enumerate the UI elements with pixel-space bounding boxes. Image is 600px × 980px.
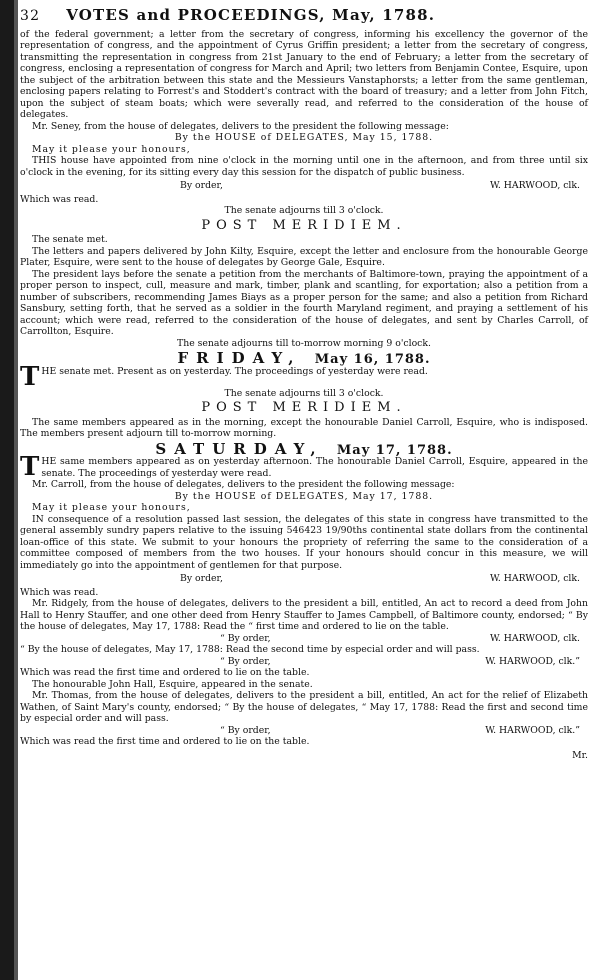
clerk-signature: W. HARWOOD, clk. <box>489 180 580 191</box>
section-heading: POST MERIDIEM. <box>201 217 407 233</box>
message-salutation: May it please your honours, <box>32 502 191 513</box>
document-page <box>20 6 588 761</box>
signature-line <box>20 573 588 585</box>
paragraph: of the federal government; a letter from the secretary of congress, informing his excellency the governor of the representation of congress, and the appointment of Cyrus Griffin president; a letter from the secretary of congress, transmitting the representation in congress from 21st January to the end of February; a letter from the secretary of congress, enclosing a representation of congress for March and April; two letters from Benjamin Contee, Esquire, upon the subject of the arbitration between this state and the Messieurs Vanstaphorsts; a letter from the same gentleman, enclosing papers relating to Forrest's and Stoddert's contract with the board of treasury; and a letter from John Fitch, upon the subject of steam boats; which were severally read, and referred to the consideration of the house of delegates. <box>20 28 588 120</box>
paragraph: The president lays before the senate a petition from the merchants of Baltimore-town, praying the appointment of a proper person to inspect, cull, measure and mark, timber, plank and scantling, for exportation; also a petition from a number of subscribers, recommending James Biays as a proper person for the same; and also a petition from Richard Sansbury, setting forth, that he served as a soldier in the fourth Maryland regiment, and praying a settlement of his account; which were read, referred to the consideration of the house of delegates, and sent by Charles Carroll, of Carrollton, Esquire. <box>20 268 588 337</box>
signature-line <box>20 180 588 192</box>
paragraph: Which was read. <box>20 193 99 205</box>
by-order-text: “ By order, <box>220 632 271 644</box>
page-number: 32 <box>20 8 41 24</box>
message-heading: By the HOUSE of DELEGATES, May 15, 1788. <box>174 132 434 143</box>
day-name: FRIDAY, <box>177 349 302 367</box>
day-date: May 16, 1788. <box>314 352 431 367</box>
paragraph <box>20 361 588 392</box>
by-order-text: By order, <box>180 573 223 584</box>
paragraph: The senate met. <box>32 234 108 245</box>
message-body: THIS house have appointed from nine o'clock in the morning until one in the afternoon, and from three until six o'clock in the evening, for its sitting every day this session for the dispatch of public business. <box>20 155 588 178</box>
paragraph: The letters and papers delivered by John Kilty, Esquire, except the letter and enclosure from the honourable George Plater, Esquire, were sent to the house of delegates by George Gale, Esquire. <box>20 245 588 268</box>
signature-line <box>20 725 588 737</box>
paragraph: Mr. Thomas, from the house of delegates, delivers to the president a bill, entitled, An act for the relief of Elizabeth Wathen, of Saint Mary's county, endorsed; “ By the house of delegates, “ May 17, 1788: Read the first and second time by especial order and will pass. <box>20 690 588 724</box>
day-name: SATURDAY, <box>155 439 324 458</box>
book-spine-shadow <box>0 0 14 980</box>
paragraph: Mr. Carroll, from the house of delegates, delivers to the president the following message: <box>32 479 455 490</box>
paragraph: Which was read the first time and ordered to lie on the table. <box>20 667 310 678</box>
paragraph: The same members appeared as in the morning, except the honourable Daniel Carroll, Esquire, who is indisposed. The members present adjourn till to-morrow morning. <box>20 416 588 439</box>
page-title: VOTES and PROCEEDINGS, May, 1788. <box>66 6 436 24</box>
adjournment-note: The senate adjourns till 3 o'clock. <box>224 205 384 216</box>
clerk-signature: W. HARWOOD, clk.” <box>485 724 580 736</box>
paragraph-text: HE same members appeared as on yesterday afternoon. The honourable Daniel Carroll, Esquire, appeared in the senate. The proceedings of yesterday were read. <box>41 456 588 479</box>
running-header <box>20 6 588 24</box>
day-heading <box>20 439 588 458</box>
by-order-text: By order, <box>180 180 223 191</box>
book-gutter-shadow <box>14 0 18 980</box>
clerk-signature: W. HARWOOD, clk. <box>489 573 580 584</box>
paragraph: “ By the house of delegates, May 17, 1788: Read the second time by especial order and will pass. <box>20 644 480 655</box>
paragraph: The honourable John Hall, Esquire, appeared in the senate. <box>32 678 313 690</box>
message-body: IN consequence of a resolution passed last session, the delegates of this state in congress have transmitted to the general assembly sundry papers relative to the issuing 546423 19/90ths continental state dollars from the continental loan-office of this state. We submit to your honours the propriety of referring the same to the consideration of a committee composed of members from the two houses. If your honours should concur in this measure, we will immediately go into the appointment of gentlemen for that purpose. <box>20 513 588 571</box>
adjournment-note: The senate adjourns till to-morrow morning 9 o'clock. <box>177 337 431 349</box>
paragraph-text: HE senate met. Present as on yesterday. The proceedings of yesterday were read. <box>41 365 428 377</box>
signature-line <box>20 656 588 668</box>
drop-cap: T <box>20 361 40 392</box>
section-heading: POST MERIDIEM. <box>201 400 407 415</box>
day-date: May 17, 1788. <box>336 442 453 458</box>
message-salutation: May it please your honours, <box>32 143 191 155</box>
by-order-text: “ By order, <box>220 724 271 736</box>
paragraph <box>20 452 588 482</box>
paragraph: Mr. Seney, from the house of delegates, delivers to the president the following message: <box>32 120 449 132</box>
adjournment-note: The senate adjourns till 3 o'clock. <box>224 387 384 399</box>
clerk-signature: W. HARWOOD, clk.” <box>485 655 580 667</box>
paragraph: Which was read. <box>20 586 99 598</box>
signature-line <box>20 633 588 645</box>
catchword: Mr. <box>572 749 588 761</box>
by-order-text: “ By order, <box>220 655 271 667</box>
drop-cap: T <box>20 452 40 482</box>
paragraph: Which was read the first time and ordered to lie on the table. <box>20 736 310 747</box>
paragraph: Mr. Ridgely, from the house of delegates, delivers to the president a bill, entitled, An act to record a deed from John Hall to Henry Stauffer, and one other deed from Henry Stauffer to James Campbell, of Baltimore county, endorsed; “ By the house of delegates, May 17, 1788: Read the “ first time and ordered to lie on the table. <box>20 598 588 632</box>
clerk-signature: W. HARWOOD, clk. <box>489 632 580 644</box>
message-heading: By the HOUSE of DELEGATES, May 17, 1788. <box>174 490 434 502</box>
day-heading <box>20 349 588 367</box>
